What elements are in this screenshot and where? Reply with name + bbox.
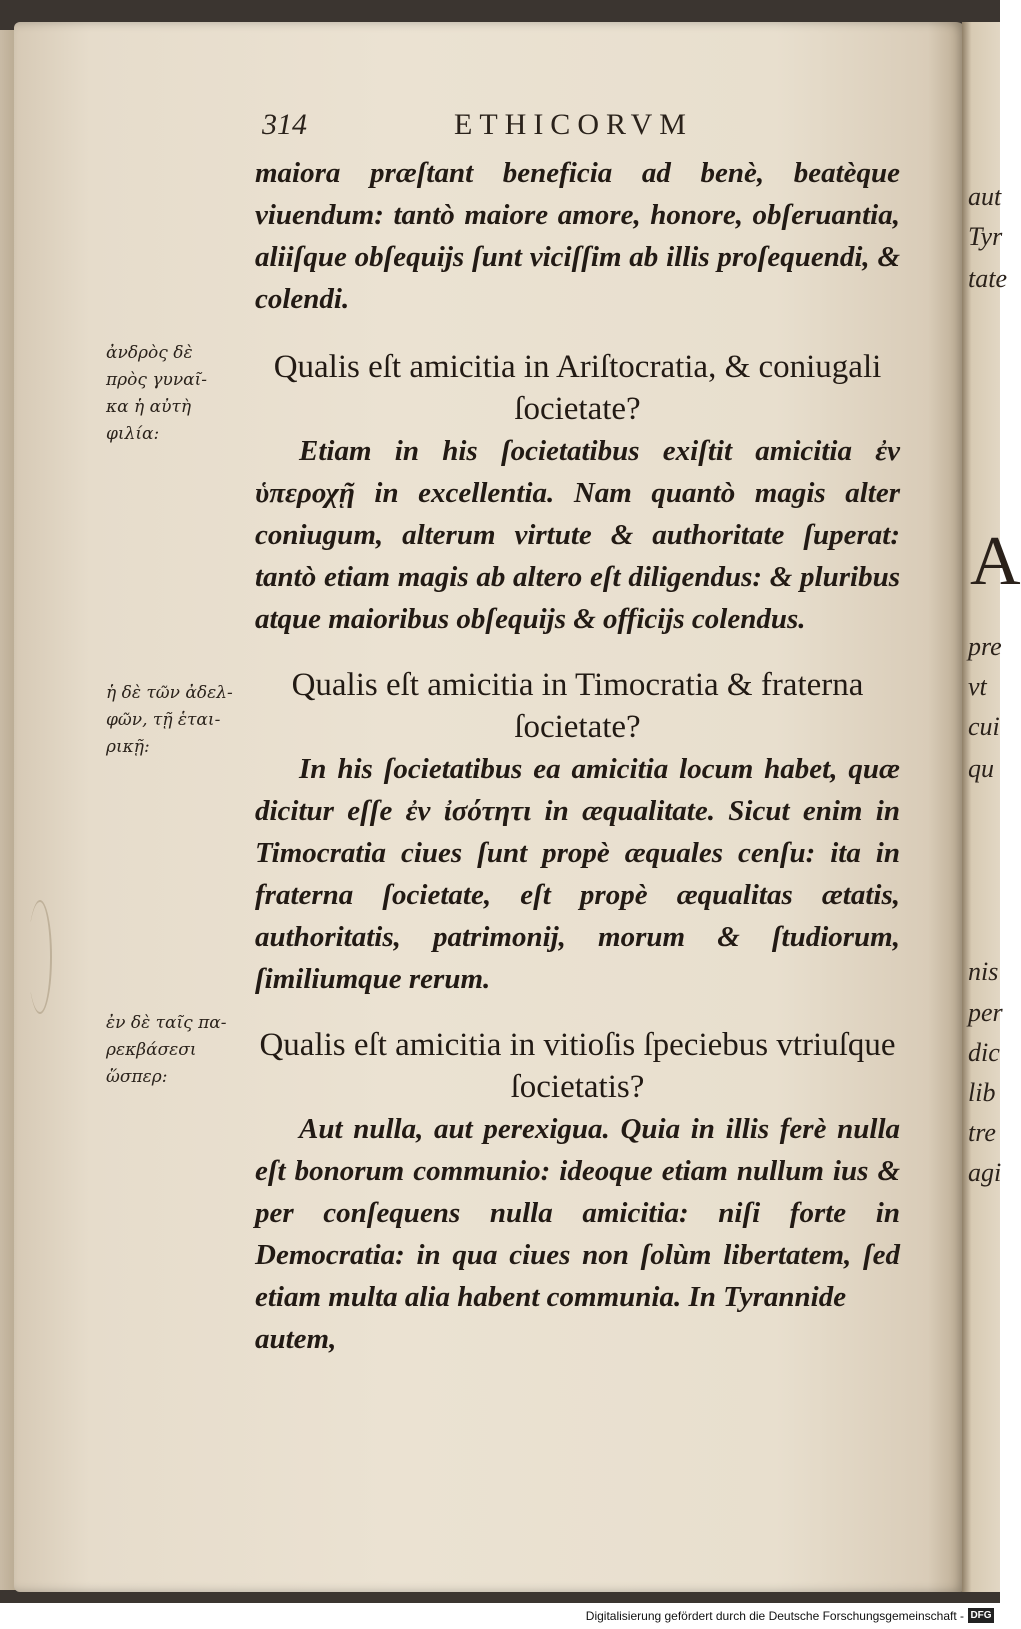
answer-paragraph-3: Aut nulla, aut perexigua. Quia in illis ferè nulla eſt bonorum communio: ideoque etiam nullum ius & per conſequens nulla amicitia: niſi forte in Democratia: in qua ciues non ſolùm libertatem, ſed etiam multa alia habent communia. In Tyrannide — [255, 1113, 900, 1313]
digitization-footer — [0, 1603, 1000, 1629]
page-number: 314 — [262, 108, 307, 141]
facing-fragment: tate — [968, 264, 1007, 293]
facing-fragment: qu — [968, 754, 994, 783]
facing-initial: A — [970, 523, 1021, 600]
margin-note-greek-3: ἐν δὲ ταῖς πα- ρεκβάσεσι ὥσπερ: — [106, 1013, 227, 1087]
facing-fragment: agi — [968, 1158, 1002, 1187]
facing-fragment: aut — [968, 182, 1002, 211]
dfg-logo-icon: DFG — [968, 1608, 994, 1623]
answer-paragraph-2: In his ſocietatibus ea amicitia locum habet, quæ dicitur eſſe ἐν ἰσότητι in æqualitate. Sicut enim in Timocratia ciues ſunt propè æquales cenſu: ita in fraterna ſocietate, eſt propè æqualitas ætatis, authoritatis, patrimonij, morum & ſtudiorum, ſimiliumque rerum. — [255, 753, 900, 995]
margin-note-greek-2: ἡ δὲ τῶν ἀδελ- φῶν, τῇ ἑται- ρικῇ: — [106, 683, 233, 757]
catchword: autem, — [255, 1323, 337, 1355]
facing-fragment: Tyr — [968, 222, 1003, 251]
question-heading-1: Qualis eſt amicitia in Ariſtocratia, & coniugali ſocietate? — [273, 349, 882, 427]
page-clip-mark — [28, 900, 52, 1014]
facing-fragment: pre — [968, 632, 1002, 661]
main-text — [255, 152, 900, 1360]
facing-fragment: tre — [968, 1118, 996, 1147]
facing-fragment: vt — [968, 672, 987, 701]
facing-fragment: cui — [968, 712, 1000, 741]
facing-fragment: per — [968, 998, 1003, 1027]
facing-fragment: dic — [968, 1038, 1000, 1067]
answer-paragraph-1: Etiam in his ſocietatibus exiſtit amicitia ἐν ὑπεροχῇ in excellentia. Nam quantò magis alter coniugum, alterum virtute & authoritate ſuperat: tantò etiam magis ab altero eſt diligendus: & pluribus atque maioribus obſequijs & officijs colendus. — [255, 435, 900, 635]
facing-fragment: lib — [968, 1078, 996, 1107]
question-heading-3: Qualis eſt amicitia in vitioſis ſpeciebus vtriuſque ſocietatis? — [259, 1027, 896, 1105]
question-heading-2: Qualis eſt amicitia in Timocratia & fraterna ſocietate? — [291, 667, 864, 745]
paragraph-continuation: maiora præſtant beneficia ad benè, beatèque viuendum: tantò maiore amore, honore, obſeruantia, aliiſque obſequijs ſunt viciſſim ab illis proſequendi, & colendi. — [255, 157, 900, 315]
running-head: ETHICORVM — [454, 108, 693, 141]
page-header — [262, 108, 902, 148]
facing-page-edge — [962, 22, 1021, 1592]
facing-fragment: nis — [968, 957, 999, 986]
footer-credit: Digitalisierung gefördert durch die Deutsche Forschungsgemeinschaft - — [585, 1609, 964, 1623]
margin-note-greek-1: ἀνδρὸς δὲ πρὸς γυναῖ- κα ἡ αὐτὴ φιλία: — [106, 343, 208, 444]
